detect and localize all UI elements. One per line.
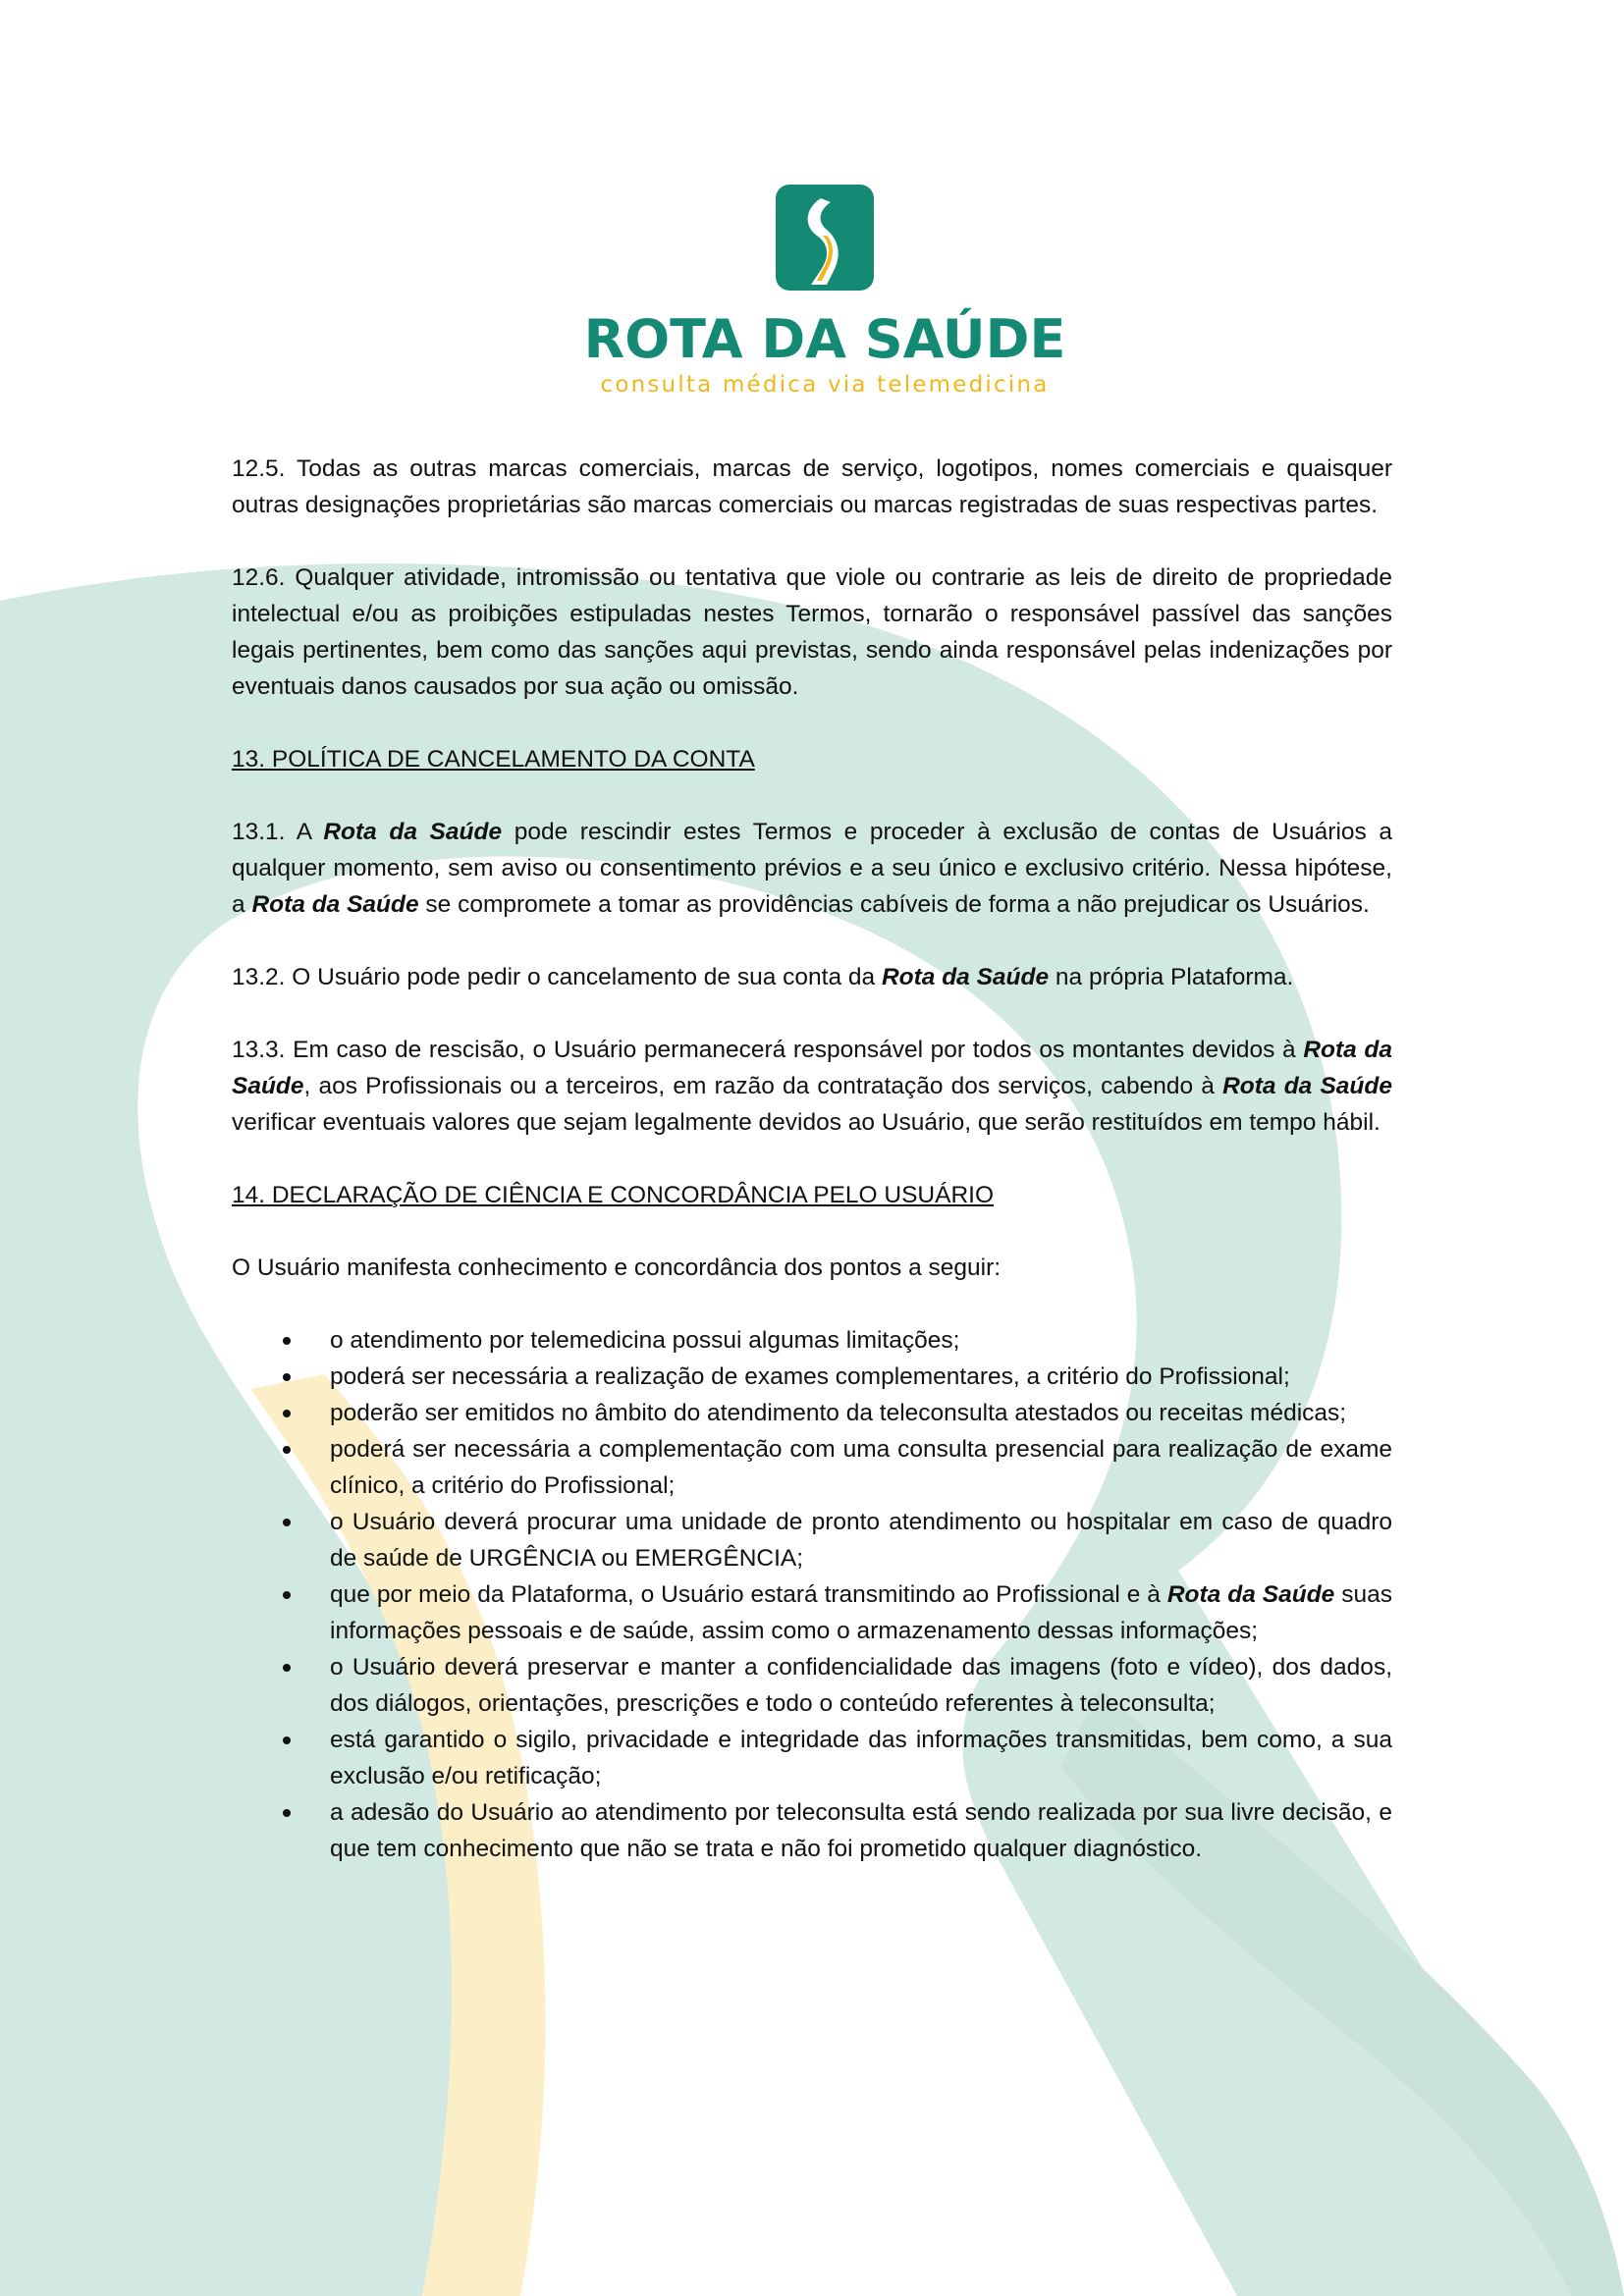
brand-name: Rota da Saúde [251, 891, 419, 918]
bullet-icon [283, 1446, 291, 1454]
list-item: poderá ser necessária a realização de exames complementares, a critério do Profissional; [232, 1359, 1392, 1395]
brand-name: Rota da Saúde [1166, 1581, 1335, 1608]
bullet-icon [283, 1337, 291, 1345]
bullet-icon [283, 1519, 291, 1526]
bullet-icon [283, 1736, 291, 1744]
brand-name: Rota da Saúde [1222, 1073, 1392, 1099]
list-item: a adesão do Usuário ao atendimento por teleconsulta está sendo realizada por sua livre decisão, e que tem conhecimento que não se trata e não foi prometido qualquer diagnóstico. [232, 1794, 1392, 1867]
declaration-list [232, 1322, 1392, 1867]
section-14-title: 14. DECLARAÇÃO DE CIÊNCIA E CONCORDÂNCIA PELO USUÁRIO [232, 1182, 995, 1208]
bullet-icon [283, 1591, 291, 1599]
paragraph-13-1: 13.1. A Rota da Saúde pode rescindir estes Termos e proceder à exclusão de contas de Usuários a qualquer momento, sem aviso ou consentimento prévios e a seu único e exclusivo critério. Nessa hipótese, a Rota da Saúde se compromete a tomar as providências cabíveis de forma a não prejudicar os Usuários. [232, 819, 1392, 918]
logo-tagline: consulta médica via telemedicina [600, 372, 1050, 398]
section-14-intro: O Usuário manifesta conhecimento e concordância dos pontos a seguir: [232, 1255, 1001, 1281]
brand-name: Rota da Saúde [232, 1037, 1393, 1099]
list-item: o Usuário deverá procurar uma unidade de pronto atendimento ou hospitalar em caso de quadro de saúde de URGÊNCIA ou EMERGÊNCIA; [232, 1504, 1392, 1576]
logo-wordmark: ROTA DA SAÚDE [583, 308, 1066, 370]
paragraph-12-6: 12.6. Qualquer atividade, intromissão ou tentativa que viole ou contrarie as leis de direito de propriedade intelectual e/ou as proibições estipuladas nestes Termos, tornarão o responsável passível das sanções legais pertinentes, bem como das sanções aqui previstas, sendo ainda responsável pelas indenizações por eventuais danos causados por sua ação ou omissão. [232, 564, 1392, 700]
paragraph-13-3: 13.3. Em caso de rescisão, o Usuário permanecerá responsável por todos os montantes devidos à Rota da Saúde, aos Profissionais ou a terceiros, em razão da contratação dos serviços, cabendo à Rota da Saúde verificar eventuais valores que sejam legalmente devidos ao Usuário, que serão restituídos em tempo hábil. [232, 1037, 1393, 1136]
bullet-icon [283, 1373, 291, 1381]
logo-r-road-icon [766, 179, 884, 296]
list-item: está garantido o sigilo, privacidade e integridade das informações transmitidas, bem como, a sua exclusão e/ou retificação; [232, 1722, 1392, 1794]
list-item: que por meio da Plataforma, o Usuário estará transmitindo ao Profissional e à Rota da Saúde suas informações pessoais e de saúde, assim como o armazenamento dessas informações; [232, 1576, 1392, 1649]
list-item: poderão ser emitidos no âmbito do atendimento da teleconsulta atestados ou receitas médicas; [232, 1395, 1392, 1431]
bullet-icon [283, 1809, 291, 1817]
list-item: o atendimento por telemedicina possui algumas limitações; [232, 1322, 1392, 1359]
bullet-icon [283, 1664, 291, 1672]
paragraph-12-5: 12.5. Todas as outras marcas comerciais, marcas de serviço, logotipos, nomes comerciais e quaisquer outras designações proprietárias são marcas comerciais ou marcas registradas de suas respectivas partes. [232, 455, 1392, 518]
document-body [232, 451, 1392, 1867]
list-item: poderá ser necessária a complementação com uma consulta presencial para realização de exame clínico, a critério do Profissional; [232, 1431, 1392, 1504]
paragraph-13-2: 13.2. O Usuário pode pedir o cancelamento de sua conta da Rota da Saúde na própria Plataforma. [232, 964, 1294, 990]
brand-logo [569, 179, 1080, 414]
brand-name: Rota da Saúde [881, 964, 1050, 990]
list-item: o Usuário deverá preservar e manter a confidencialidade das imagens (foto e vídeo), dos dados, dos diálogos, orientações, prescrições e todo o conteúdo referentes à teleconsulta; [232, 1649, 1392, 1722]
bullet-icon [283, 1410, 291, 1417]
brand-name: Rota da Saúde [323, 819, 503, 845]
section-13-title: 13. POLÍTICA DE CANCELAMENTO DA CONTA [232, 746, 755, 773]
